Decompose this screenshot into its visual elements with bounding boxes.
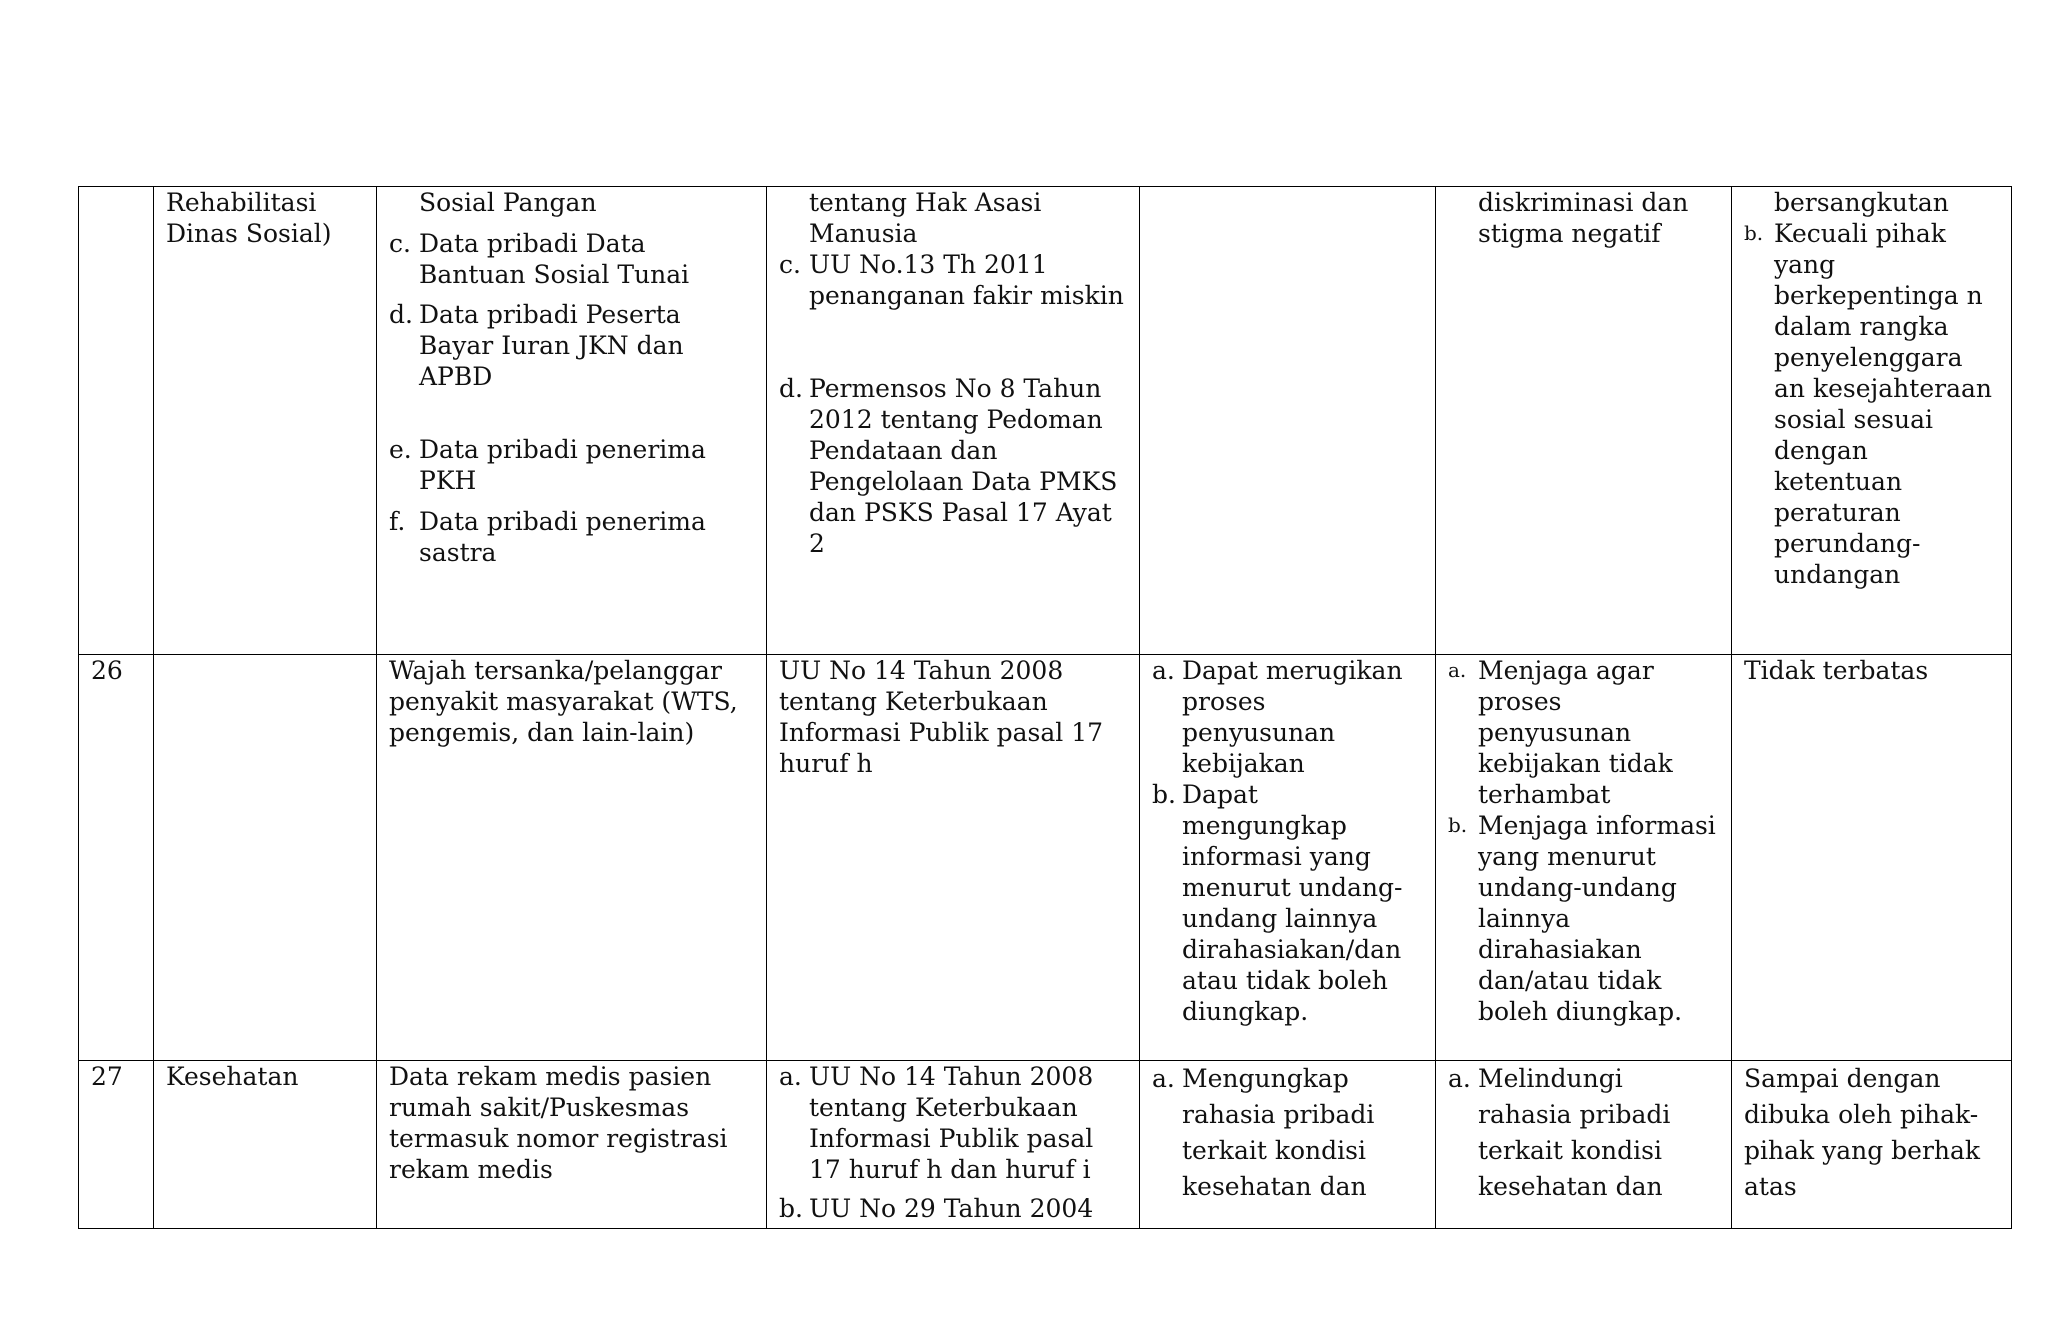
- list-item: a. Mengungkap rahasia pribadi terkait kondisi kesehatan dan: [1152, 1064, 1375, 1201]
- category-cell: [154, 1061, 377, 1229]
- list-item: e. Data pribadi penerima PKH: [389, 435, 706, 495]
- consequence-list: [1152, 655, 1425, 1027]
- cell-text: Data rekam medis pasien rumah sakit/Puskesmas termasuk nomor registrasi rekam medis: [389, 1062, 728, 1184]
- cell-text: Tidak terbatas: [1744, 656, 1929, 685]
- information-cell: [377, 187, 767, 655]
- list-item: b. Dapat mengungkap informasi yang menurut undang-undang lainnya dirahasiakan/dan atau tidak boleh diungkap.: [1152, 780, 1403, 1026]
- row-number: 27: [91, 1062, 123, 1091]
- list-item: f. Data pribadi penerima sastra: [389, 507, 706, 567]
- cell-text: diskriminasi dan stigma negatif: [1478, 188, 1689, 248]
- information-cell: [377, 1061, 767, 1229]
- period-cell: [1732, 655, 2012, 1061]
- list-item: a. UU No 14 Tahun 2008 tentang Keterbukaan Informasi Publik pasal 17 huruf h dan huruf i: [779, 1062, 1094, 1184]
- cell-text: bersangkutan: [1774, 188, 1949, 217]
- reason-list: [1448, 655, 1721, 1027]
- row-number-cell: [79, 1061, 154, 1229]
- consequence-list: [1152, 1061, 1425, 1205]
- reason-cell: [1436, 1061, 1732, 1229]
- document-page: [78, 186, 2012, 1229]
- list-item: b. Kecuali pihak yang berkepentinga n dalam rangka penyelenggara an kesejahteraan sosial sesuai dengan ketentuan peraturan perundang-undangan: [1744, 219, 1992, 589]
- table-row: [79, 1061, 2012, 1229]
- cell-text: tentang Hak Asasi Manusia: [809, 188, 1042, 248]
- list-item: b. Menjaga informasi yang menurut undang-undang lainnya dirahasiakan dan/atau tidak boleh diungkap.: [1448, 811, 1716, 1026]
- cell-text: Wajah tersanka/pelanggar penyakit masyarakat (WTS, pengemis, dan lain-lain): [389, 656, 738, 747]
- cell-text: Sosial Pangan: [419, 188, 597, 217]
- information-exemption-table: [78, 186, 2012, 1229]
- period-cell: [1732, 1061, 2012, 1229]
- list-item: c. UU No.13 Th 2011 penanganan fakir miskin: [779, 250, 1124, 310]
- consequence-cell: [1140, 187, 1436, 655]
- table-row: [79, 655, 2012, 1061]
- category-cell: [154, 655, 377, 1061]
- category-text: Kesehatan: [166, 1062, 299, 1091]
- row-number-cell: [79, 187, 154, 655]
- legal-list: [779, 1061, 1129, 1224]
- information-cell: [377, 655, 767, 1061]
- list-item: a. Melindungi rahasia pribadi terkait kondisi kesehatan dan: [1448, 1064, 1671, 1201]
- category-text: Rehabilitasi Dinas Sosial): [166, 188, 332, 248]
- list-item: a. Menjaga agar proses penyusunan kebijakan tidak terhambat: [1448, 656, 1673, 809]
- list-item: c. Data pribadi Data Bantuan Sosial Tunai: [389, 229, 690, 289]
- period-cell: [1732, 187, 2012, 655]
- info-list: [389, 228, 756, 568]
- list-item: d. Permensos No 8 Tahun 2012 tentang Pedoman Pendataan dan Pengelolaan Data PMKS dan PSKS Pasal 17 Ayat 2: [779, 374, 1118, 558]
- cell-text: UU No 14 Tahun 2008 tentang Keterbukaan Informasi Publik pasal 17 huruf h: [779, 656, 1104, 778]
- reason-list: [1448, 1061, 1721, 1205]
- list-item: b. UU No 29 Tahun 2004: [779, 1194, 1094, 1223]
- list-item: d. Data pribadi Peserta Bayar Iuran JKN dan APBD: [389, 300, 684, 391]
- category-cell: [154, 187, 377, 655]
- consequence-cell: [1140, 1061, 1436, 1229]
- table-row: [79, 187, 2012, 655]
- legal-basis-cell: [767, 1061, 1140, 1229]
- period-list: [1744, 218, 2001, 590]
- legal-basis-cell: [767, 187, 1140, 655]
- list-item: a. Dapat merugikan proses penyusunan kebijakan: [1152, 656, 1403, 778]
- reason-cell: [1436, 655, 1732, 1061]
- legal-basis-cell: [767, 655, 1140, 1061]
- legal-list: [779, 249, 1129, 559]
- row-number-cell: [79, 655, 154, 1061]
- cell-text: Sampai dengan dibuka oleh pihak-pihak yang berhak atas: [1744, 1064, 1981, 1201]
- row-number: 26: [91, 656, 123, 685]
- reason-cell: [1436, 187, 1732, 655]
- consequence-cell: [1140, 655, 1436, 1061]
